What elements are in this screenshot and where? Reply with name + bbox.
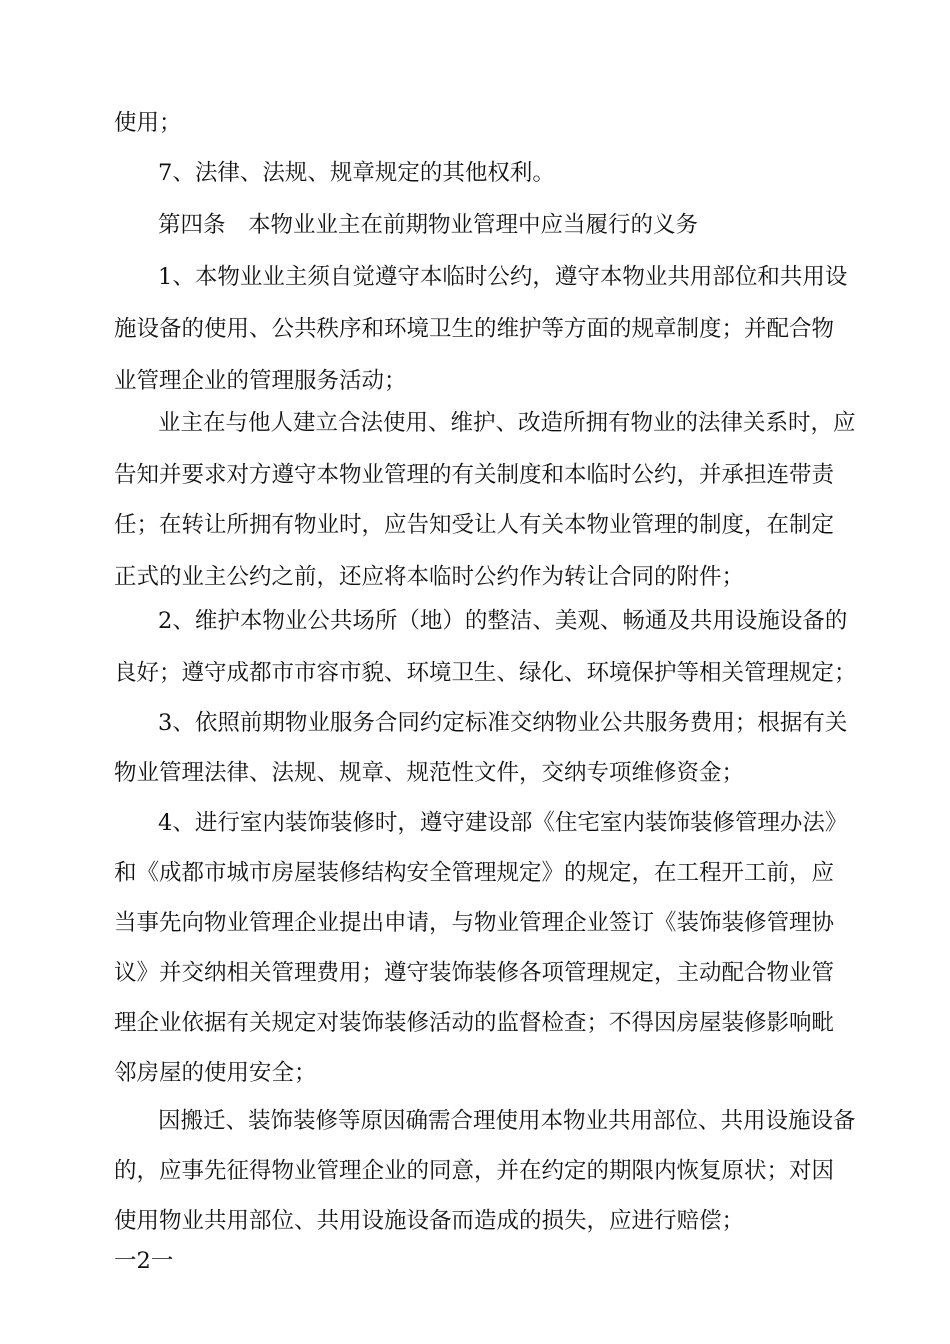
text-line: 物业管理法律、法规、规章、规范性文件，交纳专项维修资金； [114,760,745,786]
text-line: 7、法律、法规、规章规定的其他权利。 [158,160,555,186]
text-line: 业主在与他人建立合法使用、维护、改造所拥有物业的法律关系时，应 [158,410,856,436]
text-line: 告知并要求对方遵守本物业管理的有关制度和本临时公约，并承担连带责 [114,462,835,488]
text-line: 理企业依据有关规定对装饰装修活动的监督检查；不得因房屋装修影响毗 [114,1010,835,1036]
text-line: 正式的业主公约之前，还应将本临时公约作为转让合同的附件； [114,564,745,590]
text-line: 良好；遵守成都市市容市貌、环境卫生、绿化、环境保护等相关管理规定； [114,660,857,686]
text-line: 1、本物业业主须自觉遵守本临时公约，遵守本物业共用部位和共用设 [158,264,848,290]
text-line: 施设备的使用、公共秩序和环境卫生的维护等方面的规章制度；并配合物 [114,316,835,342]
text-line: 和《成都市城市房屋装修结构安全管理规定》的规定，在工程开工前，应 [114,860,835,886]
text-line: 使用； [114,110,182,136]
page-number: 一2一 [114,1248,174,1274]
text-line: 因搬迁、装饰装修等原因确需合理使用本物业共用部位、共用设施设备 [158,1108,856,1134]
text-line: 当事先向物业管理企业提出申请，与物业管理企业签订《装饰装修管理协 [114,910,835,936]
text-line: 3、依照前期物业服务合同约定标准交纳物业公共服务费用；根据有关 [158,710,848,736]
text-line: 议》并交纳相关管理费用；遵守装饰装修各项管理规定，主动配合物业管 [114,960,835,986]
section-heading: 第四条 本物业业主在前期物业管理中应当履行的义务 [158,212,699,238]
text-line: 的，应事先征得物业管理企业的同意，并在约定的期限内恢复原状；对因 [114,1158,835,1184]
text-line: 4、进行室内装饰装修时，遵守建设部《住宅室内装饰装修管理办法》 [158,810,848,836]
text-line: 业管理企业的管理服务活动； [114,368,407,394]
text-line: 任；在转让所拥有物业时，应告知受让人有关本物业管理的制度，在制定 [114,512,835,538]
text-line: 邻房屋的使用安全； [114,1060,317,1086]
text-line: 2、维护本物业公共场所（地）的整洁、美观、畅通及共用设施设备的 [158,608,848,634]
text-line: 使用物业共用部位、共用设施设备而造成的损失，应进行赔偿； [114,1208,745,1234]
